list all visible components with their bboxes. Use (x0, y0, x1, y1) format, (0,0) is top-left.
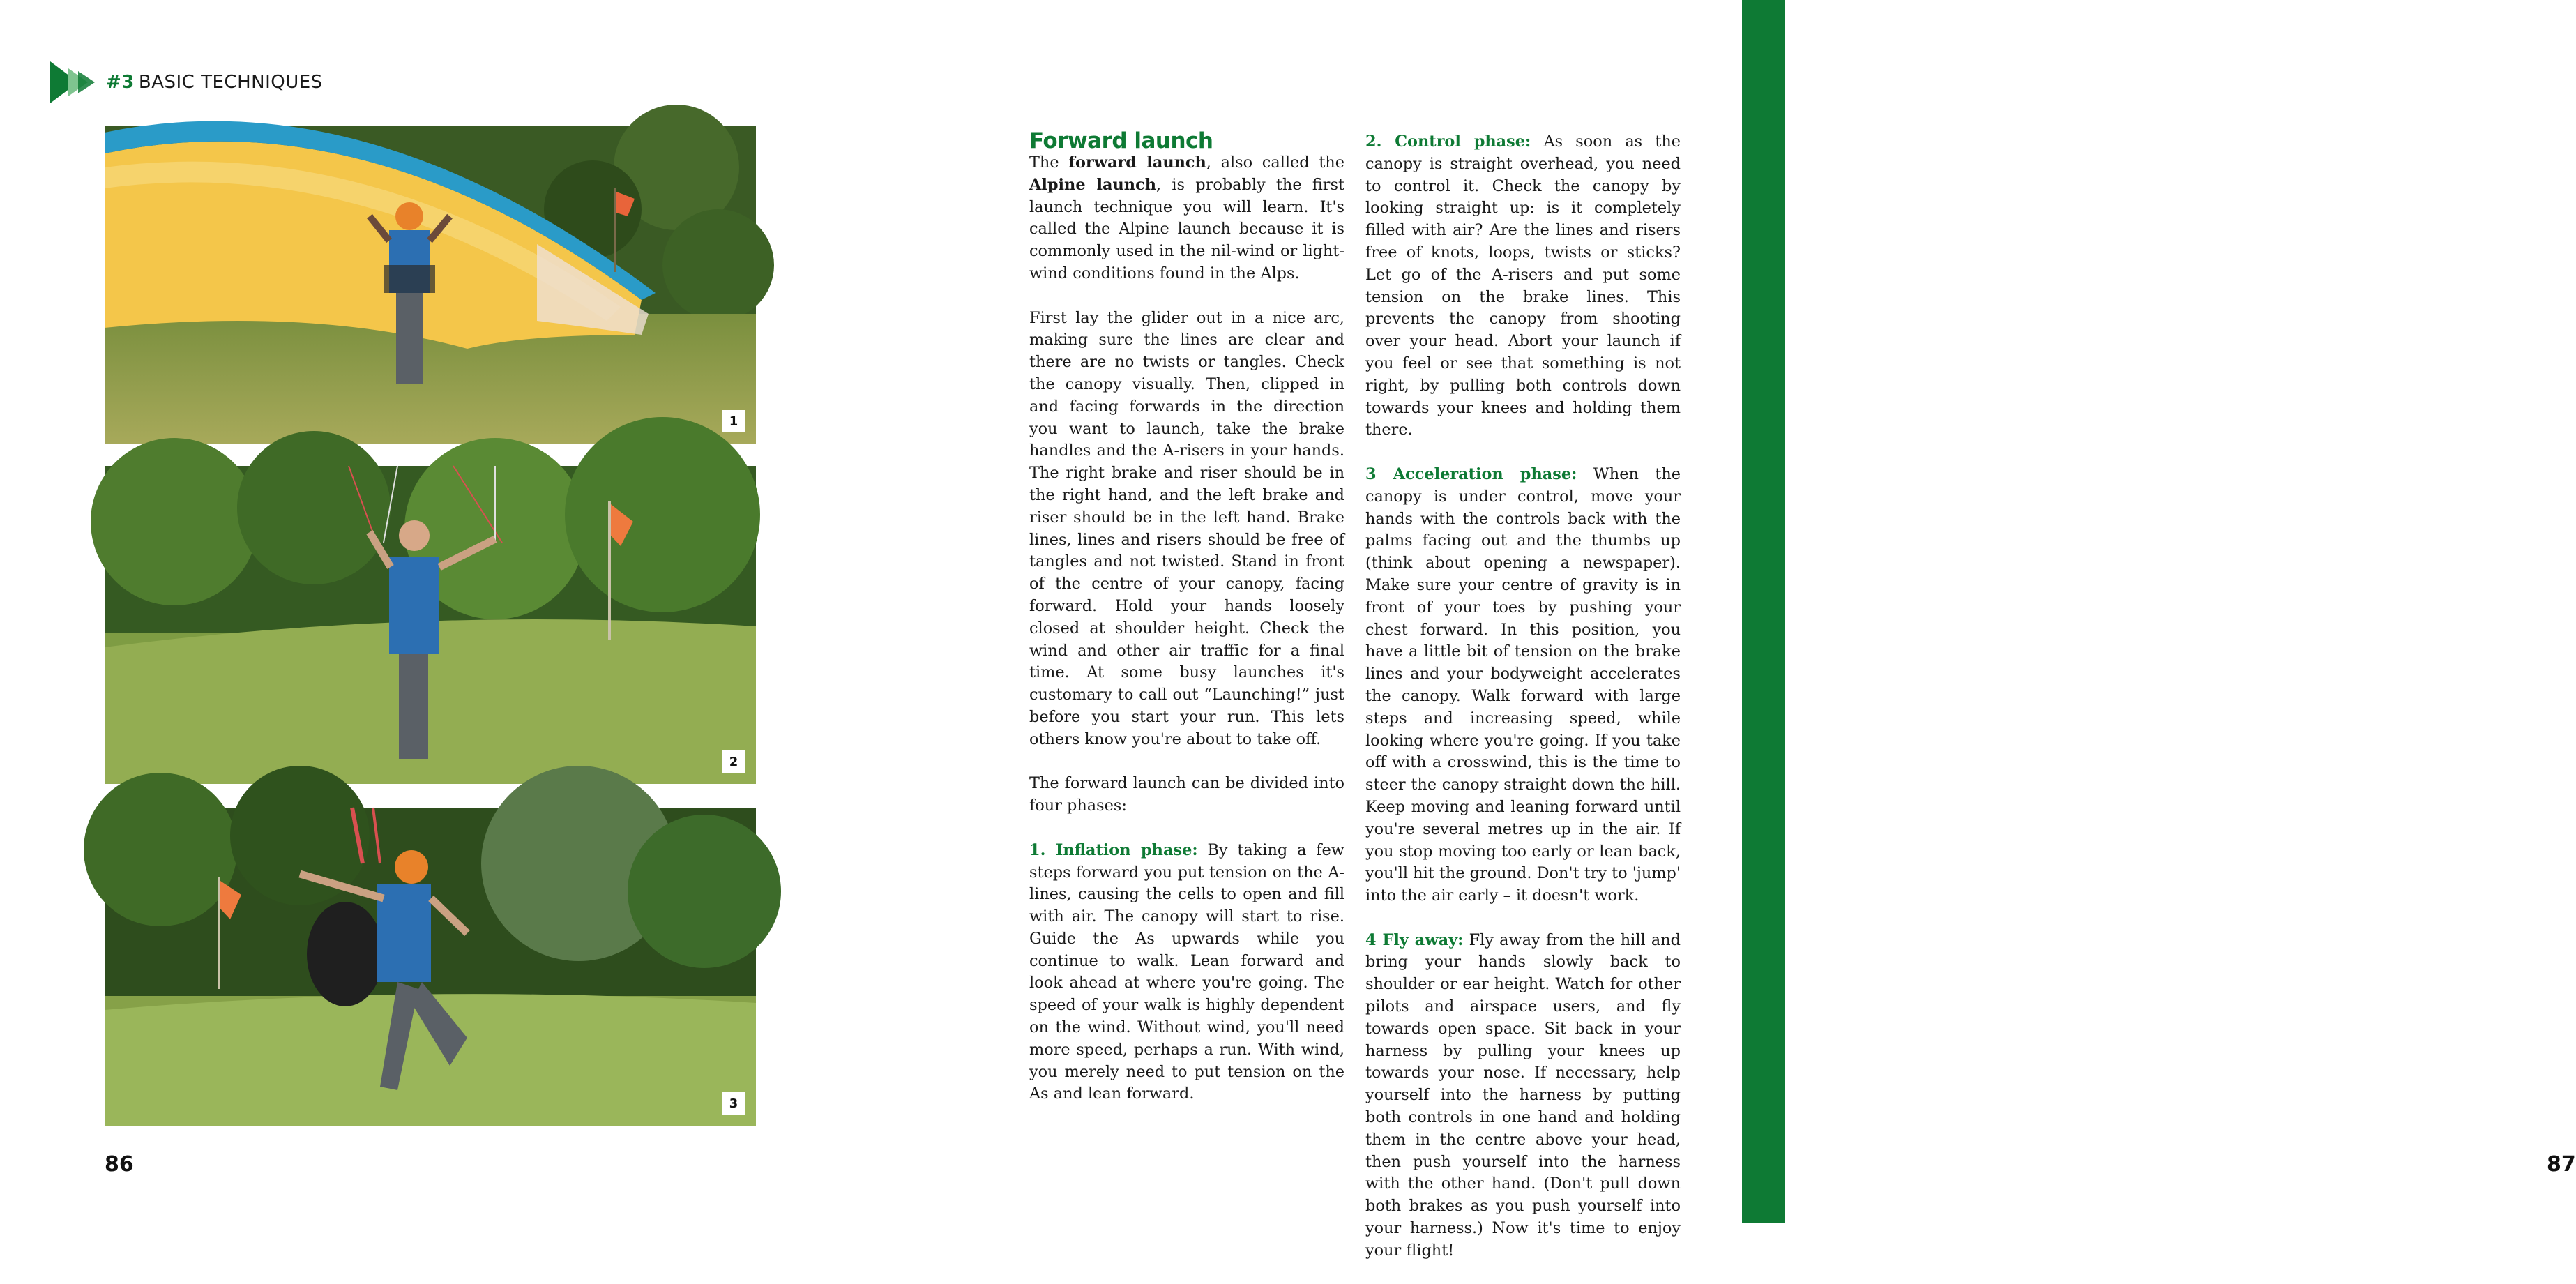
phase-text: As soon as the canopy is straight overhead, you need to control it. Check the canopy by looking straight up: is it completely filled with air? Are the lines and risers free of knots, loops, twists or sticks? Let go of the A-risers and put some tension on the brake lines. This prevents the canopy from shooting over your head. Abort your launch if you feel or see that something is not right, by pulling both controls down towards your knees and holding them there. (1365, 133, 1681, 439)
intro-text: , also called the (1206, 153, 1344, 172)
article-title: Forward launch (1029, 128, 1213, 153)
intro-text: The (1029, 153, 1069, 172)
setup-paragraph: First lay the glider out in a nice arc, making sure the lines are clear and there are no twists or tangles. Check the canopy visually. Then, clipped in and facing forwards in the direction you want to launch, take the brake handles and the A-risers in your hands. The right brake and riser should be in the right hand, and the left brake and riser should be in the left hand. Brake lines, lines and risers should be free of tangles and not twisted. Stand in front of the centre of your canopy, facing forward. Hold your hands loosely closed at shoulder height. Check the wind and other air traffic for a final time. At some busy launches it's customary to call out “Launching!” just before you start your run. This lets others know you're about to take off. (1029, 308, 1344, 748)
phase-text: By taking a few steps forward you put tension on the A-lines, causing the cells to open and fill with air. The canopy will start to rise. Guide the As upwards while you continue to walk. Lean forward and look ahead at where you're going. The speed of your walk is highly dependent on the wind. Without wind, you'll need more speed, perhaps a run. With wind, you merely need to put tension on the As and lean forward. (1029, 840, 1344, 1103)
section-label: BASIC TECHNIQUES (138, 72, 323, 93)
inflation-phase-paragraph (1029, 840, 1344, 1106)
text-column-1 (1029, 128, 1344, 1128)
intro-text: , is probably the first launch technique you will learn. It's called the Alpine launch because it is commonly used in the nil-wind or light-wind conditions found in the Alps. (1029, 175, 1344, 282)
phase-text: Fly away from the hill and bring your hands slowly back to shoulder or ear height. Watch for other pilots and airspace users, and fly towards open space. Sit back in your harness by pulling your knees up towards your nose. If necessary, help yourself into the harness by putting both controls in one hand and holding them in the centre above your head, then push yourself into the harness with the other hand. (Don't pull down both brakes as you push yourself into your harness.) Now it's time to enjoy your flight! (1365, 930, 1681, 1260)
photo-control (105, 466, 756, 784)
photo-number-badge: 3 (722, 1092, 745, 1115)
phase-label: 4 Fly away: (1365, 930, 1464, 949)
intro-paragraph (1029, 152, 1344, 285)
intro-term-alpine-launch: Alpine launch (1029, 175, 1156, 194)
phase-text: When the canopy is under control, move your hands with the controls back with the palms facing out and the thumbs up (think about opening a newspaper). Make sure your centre of gravity is in front of your toes by pushing your chest forward. In this position, you have a little bit of tension on the brake lines and your bodyweight accelerates the canopy. Walk forward with large steps and increasing speed, while looking where you're going. If you take off with a crosswind, this is the time to steer the canopy straight down the hill. Keep moving and leaning forward until you're several metres up in the air. If you stop moving too early or lean back, you'll hit the ground. Don't try to 'jump' into the air early – it doesn't work. (1365, 464, 1681, 905)
photo-number-badge: 2 (722, 750, 745, 773)
left-page (0, 0, 893, 1223)
photo-number-badge: 1 (722, 410, 745, 432)
acceleration-phase-paragraph (1365, 464, 1681, 907)
text-column-2 (1365, 131, 1681, 1284)
section-title (106, 72, 323, 93)
phase-label: 3 Acceleration phase: (1365, 464, 1577, 483)
page-number-left: 86 (105, 1152, 134, 1177)
phases-intro-paragraph: The forward launch can be divided into four phases: (1029, 774, 1344, 815)
fly-away-paragraph (1365, 930, 1681, 1262)
section-number: #3 (106, 72, 135, 93)
section-header (50, 61, 323, 103)
chevron-arrow-icon (50, 61, 100, 103)
control-phase-paragraph (1365, 131, 1681, 441)
photo-inflation (105, 126, 756, 444)
page-number-right: 87 (2547, 1152, 2576, 1177)
photo-acceleration (105, 808, 756, 1126)
phase-label: 1. Inflation phase: (1029, 840, 1198, 859)
phase-label: 2. Control phase: (1365, 133, 1531, 151)
intro-term-forward-launch: forward launch (1068, 153, 1206, 172)
edge-color-bar (1742, 0, 1785, 1223)
